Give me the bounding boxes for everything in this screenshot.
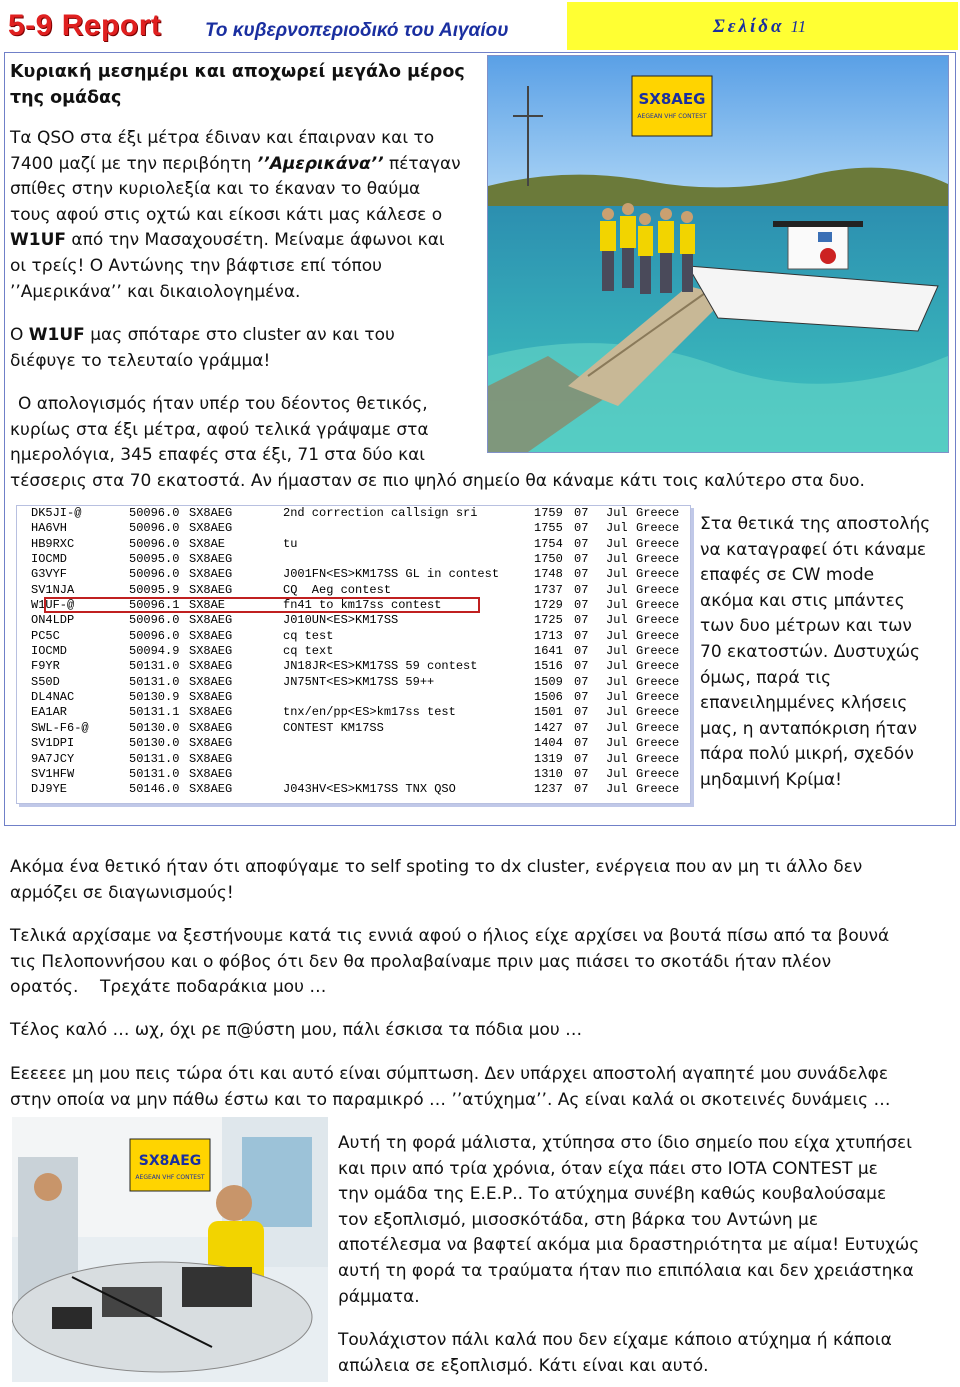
log-country: Greece xyxy=(636,613,680,628)
americana-emphasis: ’’Αμερικάνα’’ xyxy=(256,153,384,174)
paragraph-self-spotting xyxy=(10,855,950,906)
text-span: Ο xyxy=(10,325,29,345)
log-day: 07 xyxy=(574,690,589,705)
log-comment: tu xyxy=(283,536,298,551)
log-month: Jul xyxy=(606,567,628,582)
log-callsign: F9YR xyxy=(31,659,60,674)
text-line: σπίθες στην κυριολεξία και το έκαναν το θαύμα xyxy=(10,179,421,200)
log-rows xyxy=(17,506,690,798)
section-title-line: Κυριακή μεσημέρι και αποχωρεί μεγάλο μέρος xyxy=(10,62,465,82)
log-month: Jul xyxy=(606,659,628,674)
log-day: 07 xyxy=(574,644,589,659)
text-line: οι τρείς! Ο Αντώνης την βάφτισε επί τόπου xyxy=(10,255,382,276)
log-month: Jul xyxy=(606,720,628,735)
text-line: 70 εκατοστών. Δυστυχώς xyxy=(700,641,920,662)
text-line: στην οποία να μην πάθω έστω και το παραμικρό … ’’ατύχημα’’. Ας είναι καλά οι σκοτεινές δυνάμεις … xyxy=(10,1089,891,1110)
text-line: διέφυγε το τελευταίο γράμμα! xyxy=(10,350,271,371)
log-time: 1748 xyxy=(534,567,563,582)
log-row xyxy=(17,506,690,521)
log-time: 1725 xyxy=(534,613,563,628)
page-label xyxy=(713,16,806,38)
log-time: 1729 xyxy=(534,598,563,613)
log-spotter: SX8AEG xyxy=(189,705,233,720)
log-callsign: G3VYF xyxy=(31,567,68,582)
log-callsign: DL4NAC xyxy=(31,690,75,705)
log-comment xyxy=(283,690,534,705)
log-comment: fn41 to km17ss contest xyxy=(283,598,442,613)
log-country: Greece xyxy=(636,782,680,797)
text-line: Ο απολογισμός ήταν υπέρ του δέοντος θετικός, xyxy=(18,394,428,414)
text-line xyxy=(10,152,490,178)
text-line: Τα QSO στα έξι μέτρα έδιναν και έπαιρναν και το xyxy=(10,128,435,148)
log-time: 1319 xyxy=(534,751,563,766)
log-comment xyxy=(283,521,534,536)
log-row xyxy=(17,705,690,720)
log-spotter: SX8AEG xyxy=(189,628,233,643)
log-spotter: SX8AEG xyxy=(189,644,233,659)
log-frequency: 50096.0 xyxy=(129,536,180,551)
log-row xyxy=(17,659,690,674)
log-spotter: SX8AEG xyxy=(189,506,233,520)
pier-sign-subtitle: AEGEAN VHF CONTEST xyxy=(637,113,707,120)
log-spotter: SX8AE xyxy=(189,598,226,613)
log-comment xyxy=(283,736,534,751)
log-row xyxy=(17,752,690,767)
log-country: Greece xyxy=(636,720,680,735)
log-country: Greece xyxy=(636,552,680,567)
log-frequency: 50131.0 xyxy=(129,674,180,689)
log-spotter: SX8AEG xyxy=(189,782,233,797)
text-line: Αυτή τη φορά μάλιστα, χτύπησα στο ίδιο σημείο που είχα χτυπήσει xyxy=(338,1133,912,1153)
text-line: επαφές σε CW mode xyxy=(700,565,875,586)
log-day: 07 xyxy=(574,536,589,551)
log-frequency: 50096.0 xyxy=(129,567,180,582)
section-title xyxy=(10,60,465,111)
log-row xyxy=(17,782,690,797)
log-frequency: 50146.0 xyxy=(129,782,180,797)
log-frequency: 50131.0 xyxy=(129,659,180,674)
log-frequency: 50096.0 xyxy=(129,628,180,643)
log-country: Greece xyxy=(636,705,680,720)
text-line: Εεεεεε μη μου πεις τώρα ότι και αυτό είναι σύμπτωση. Δεν υπάρχει αποστολή αγαπητέ μου συνάδελφε xyxy=(10,1064,889,1084)
log-frequency: 50130.9 xyxy=(129,690,180,705)
text-span: πέταγαν xyxy=(383,153,461,174)
log-frequency: 50130.0 xyxy=(129,736,180,751)
log-row xyxy=(17,721,690,736)
log-frequency: 50094.9 xyxy=(129,644,180,659)
log-country: Greece xyxy=(636,567,680,582)
log-day: 07 xyxy=(574,628,589,643)
log-country: Greece xyxy=(636,582,680,597)
log-time: 1501 xyxy=(534,705,563,720)
log-comment: CONTEST KM17SS xyxy=(283,720,384,735)
log-callsign: DJ9YE xyxy=(31,782,68,797)
operator-photo xyxy=(12,1117,328,1382)
log-row xyxy=(17,690,690,705)
log-frequency: 50131.0 xyxy=(129,751,180,766)
log-country: Greece xyxy=(636,628,680,643)
log-month: Jul xyxy=(606,644,628,659)
log-comment xyxy=(283,552,534,567)
log-comment: CQ Aeg contest xyxy=(283,582,392,597)
text-line: των δυο μέτρων και των xyxy=(700,616,912,637)
log-day: 07 xyxy=(574,552,589,567)
log-frequency: 50096.0 xyxy=(129,613,180,628)
log-comment: 2nd correction callsign sri xyxy=(283,506,478,520)
text-line: Τουλάχιστον πάλι καλά που δεν είχαμε κάποιο ατύχημα ή κάποια xyxy=(338,1330,892,1350)
log-day: 07 xyxy=(574,613,589,628)
log-row xyxy=(17,736,690,751)
paragraph-no-loss xyxy=(338,1328,953,1379)
log-spotter: SX8AEG xyxy=(189,567,233,582)
log-time: 1237 xyxy=(534,782,563,797)
log-day: 07 xyxy=(574,782,589,797)
page-label-text: Σελίδα xyxy=(713,16,785,37)
header-bar xyxy=(0,0,567,50)
log-spotter: SX8AEG xyxy=(189,659,233,674)
log-row xyxy=(17,613,690,628)
log-spotter: SX8AEG xyxy=(189,552,233,567)
text-line: αποτέλεσμα να βαφτεί ακόμα μια δραστηριότητα με αίμα! Ευτυχώς xyxy=(338,1235,920,1256)
log-frequency: 50096.1 xyxy=(129,598,180,613)
log-row xyxy=(17,552,690,567)
pier-sign-callsign: SX8AEG xyxy=(638,90,706,108)
log-country: Greece xyxy=(636,766,680,781)
log-spotter: SX8AEG xyxy=(189,720,233,735)
text-line xyxy=(10,323,490,349)
log-spotter: SX8AEG xyxy=(189,521,233,536)
log-country: Greece xyxy=(636,659,680,674)
log-frequency: 50131.0 xyxy=(129,766,180,781)
callsign-w1uf: W1UF xyxy=(28,325,85,345)
log-frequency: 50095.9 xyxy=(129,582,180,597)
log-row xyxy=(17,567,690,582)
log-time: 1755 xyxy=(534,521,563,536)
log-callsign: DK5JI-@ xyxy=(31,506,82,520)
log-comment: JN75NT<ES>KM17SS 59++ xyxy=(283,674,435,689)
text-line: απώλεια σε εξοπλισμό. Κάτι είναι και αυτό. xyxy=(338,1355,709,1376)
log-day: 07 xyxy=(574,674,589,689)
paragraph-injury xyxy=(10,1018,950,1044)
log-country: Greece xyxy=(636,506,680,520)
text-line: ακόμα και στις μπάντες xyxy=(700,590,905,611)
log-spotter: SX8AEG xyxy=(189,613,233,628)
log-time: 1754 xyxy=(534,536,563,551)
log-comment: cq test xyxy=(283,628,334,643)
log-country: Greece xyxy=(636,536,680,551)
log-row xyxy=(17,767,690,782)
log-callsign: IOCMD xyxy=(31,644,68,659)
log-spotter: SX8AEG xyxy=(189,736,233,751)
text-line: αυτή τη φορά τα τραύματα ήταν πιο επιπόλαια και δεν χρειάστηκα xyxy=(338,1260,914,1281)
text-line: όμως, παρά τις xyxy=(700,667,832,688)
paragraph-qso xyxy=(10,126,490,305)
text-span: 7400 μαζί με την περιβόητη xyxy=(10,153,257,174)
log-day: 07 xyxy=(574,720,589,735)
log-month: Jul xyxy=(606,521,628,536)
log-country: Greece xyxy=(636,690,680,705)
log-row xyxy=(17,675,690,690)
log-time: 1506 xyxy=(534,690,563,705)
callsign-w1uf: W1UF xyxy=(10,230,66,251)
text-line xyxy=(10,228,490,254)
log-comment: tnx/en/pp<ES>km17ss test xyxy=(283,705,456,720)
log-callsign: EA1AR xyxy=(31,705,68,720)
log-time: 1310 xyxy=(534,766,563,781)
text-line: τις Πελοποννήσου και ο φόβος ότι δεν θα προλαβαίναμε πριν μας πιάσει το σκοτάδι ήταν πλέον xyxy=(10,951,832,972)
log-time: 1516 xyxy=(534,659,563,674)
text-line: Στα θετικά της αποστολής xyxy=(700,514,931,534)
text-line: Τελικά αρχίσαμε να ξεστήνουμε κατά τις εννιά αφού ο ήλιος είχε αρχίσει να βουτά πίσω από τα βουνά xyxy=(10,926,890,946)
log-callsign: SV1DPI xyxy=(31,736,75,751)
log-country: Greece xyxy=(636,521,680,536)
magazine-tagline: Το κυβερνοπεριοδικό του Αιγαίου xyxy=(205,20,509,41)
log-callsign: HB9RXC xyxy=(31,536,75,551)
log-day: 07 xyxy=(574,506,589,520)
log-country: Greece xyxy=(636,674,680,689)
log-day: 07 xyxy=(574,705,589,720)
log-comment: cq text xyxy=(283,644,334,659)
log-country: Greece xyxy=(636,644,680,659)
section-title-line: της ομάδας xyxy=(10,87,122,108)
log-comment: J043HV<ES>KM17SS TNX QSO xyxy=(283,782,456,797)
operator-sign-callsign: SX8AEG xyxy=(138,1153,202,1169)
operator-photo-image xyxy=(12,1117,328,1382)
log-callsign: W1UF-@ xyxy=(31,598,75,613)
log-spotter: SX8AE xyxy=(189,536,226,551)
page-number-box xyxy=(567,2,958,50)
paragraph-teardown xyxy=(10,924,950,1001)
dx-cluster-log xyxy=(16,505,691,804)
log-spotter: SX8AEG xyxy=(189,674,233,689)
log-row xyxy=(17,644,690,659)
log-callsign: HA6VH xyxy=(31,521,68,536)
log-month: Jul xyxy=(606,690,628,705)
log-time: 1427 xyxy=(534,720,563,735)
log-month: Jul xyxy=(606,506,628,520)
text-line: και πριν από τρία χρόνια, όταν είχα πάει στο IOTA CONTEST με xyxy=(338,1158,878,1179)
log-day: 07 xyxy=(574,521,589,536)
log-comment: J001FN<ES>KM17SS GL in contest xyxy=(283,567,500,582)
log-month: Jul xyxy=(606,598,628,613)
page-number: 11 xyxy=(790,17,807,36)
log-day: 07 xyxy=(574,567,589,582)
text-line: ορατός. Τρεχάτε ποδαράκια μου … xyxy=(10,977,327,998)
log-day: 07 xyxy=(574,598,589,613)
log-month: Jul xyxy=(606,536,628,551)
text-line: επανειλημμένες κλήσεις xyxy=(700,693,908,714)
log-time: 1404 xyxy=(534,736,563,751)
text-line: ’’Αμερικάνα’’ και δικαιολογημένα. xyxy=(10,281,301,302)
text-line: μηδαμινή Κρίμα! xyxy=(700,769,842,790)
log-month: Jul xyxy=(606,736,628,751)
log-month: Jul xyxy=(606,782,628,797)
text-line: ημερολόγια, 345 επαφές στα έξι, 71 στα δύο και xyxy=(10,445,426,466)
log-callsign: S50D xyxy=(31,674,60,689)
log-month: Jul xyxy=(606,552,628,567)
log-time: 1759 xyxy=(534,506,563,520)
log-month: Jul xyxy=(606,705,628,720)
log-row xyxy=(17,583,690,598)
paragraph-cluster xyxy=(10,323,490,374)
w1uf-highlight xyxy=(44,597,480,613)
log-month: Jul xyxy=(606,628,628,643)
log-month: Jul xyxy=(606,766,628,781)
text-line: αρμόζει σε διαγωνισμούς! xyxy=(10,882,234,903)
log-callsign: SWL-F6-@ xyxy=(31,720,89,735)
log-country: Greece xyxy=(636,736,680,751)
text-line: Ακόμα ένα θετικό ήταν ότι αποφύγαμε το self spoting το dx cluster, ενέργεια που αν μη τι άλλο δεν xyxy=(10,857,863,877)
log-frequency: 50095.0 xyxy=(129,552,180,567)
log-day: 07 xyxy=(574,582,589,597)
log-frequency: 50130.0 xyxy=(129,720,180,735)
text-line: την ομάδα της Ε.Ε.Ρ.. Το ατύχημα συνέβη καθώς κουβαλούσαμε xyxy=(338,1184,887,1205)
log-day: 07 xyxy=(574,766,589,781)
text-line: κυρίως στα έξι μέτρα, αφού τελικά γράψαμε στα xyxy=(10,419,429,440)
log-row xyxy=(17,521,690,536)
log-comment: J010UN<ES>KM17SS xyxy=(283,613,399,628)
text-line: τέσσερις στα 70 εκατοστά. Αν ήμασταν σε πιο ψηλό σημείο θα κάναμε κάτι τοις καλύτερο στα δυο. xyxy=(10,470,865,491)
log-time: 1509 xyxy=(534,674,563,689)
paragraph-coincidence xyxy=(10,1062,950,1113)
log-comment: JN18JR<ES>KM17SS 59 contest xyxy=(283,659,478,674)
log-spotter: SX8AEG xyxy=(189,582,233,597)
log-day: 07 xyxy=(574,751,589,766)
log-time: 1750 xyxy=(534,552,563,567)
log-month: Jul xyxy=(606,613,628,628)
log-frequency: 50096.0 xyxy=(129,521,180,536)
text-line: μας, η ανταπόκριση ήταν xyxy=(700,718,917,739)
text-line: τους αφού στις οχτώ και είκοσι κάτι μας κάλεσε ο xyxy=(10,204,443,225)
log-frequency: 50096.0 xyxy=(129,506,180,520)
log-country: Greece xyxy=(636,751,680,766)
text-line: να καταγραφεί ότι κάναμε xyxy=(700,539,927,560)
text-line: Τέλος καλό … ωχ, όχι ρε π@ύστη μου, πάλι έσκισα τα πόδια μου … xyxy=(10,1020,583,1040)
text-line: ράμματα. xyxy=(338,1286,420,1307)
log-callsign: SV1HFW xyxy=(31,766,75,781)
log-time: 1737 xyxy=(534,582,563,597)
pier-photo-image xyxy=(488,56,948,452)
log-row xyxy=(17,537,690,552)
log-time: 1713 xyxy=(534,628,563,643)
team-pier-photo xyxy=(487,55,949,453)
log-day: 07 xyxy=(574,659,589,674)
log-spotter: SX8AEG xyxy=(189,690,233,705)
text-line: πάρα πολύ μικρή, σχεδόν xyxy=(700,744,914,765)
log-callsign: IOCMD xyxy=(31,552,68,567)
text-line: τον εξοπλισμό, μισοσκότάδα, στη βάρκα του Αντώνη με xyxy=(338,1209,819,1230)
log-month: Jul xyxy=(606,582,628,597)
log-comment xyxy=(283,767,534,782)
log-spotter: SX8AEG xyxy=(189,751,233,766)
log-frequency: 50131.1 xyxy=(129,705,180,720)
log-comment xyxy=(283,752,534,767)
paragraph-accident xyxy=(338,1131,953,1310)
log-country: Greece xyxy=(636,598,680,613)
log-callsign: ON4LDP xyxy=(31,613,75,628)
log-callsign: SV1NJA xyxy=(31,582,75,597)
log-month: Jul xyxy=(606,674,628,689)
text-span: μας σπόταρε στο cluster αν και του xyxy=(84,325,395,345)
log-day: 07 xyxy=(574,736,589,751)
log-time: 1641 xyxy=(534,644,563,659)
text-span: από την Μασαχουσέτη. Μείναμε άφωνοι και xyxy=(66,230,445,251)
log-month: Jul xyxy=(606,751,628,766)
magazine-brand: 5-9 Report xyxy=(8,9,162,42)
paragraph-cw-mode xyxy=(700,512,950,794)
log-callsign: PC5C xyxy=(31,628,60,643)
log-callsign: 9A7JCY xyxy=(31,751,75,766)
operator-sign-subtitle: AEGEAN VHF CONTEST xyxy=(135,1174,205,1181)
log-row xyxy=(17,629,690,644)
log-spotter: SX8AEG xyxy=(189,766,233,781)
